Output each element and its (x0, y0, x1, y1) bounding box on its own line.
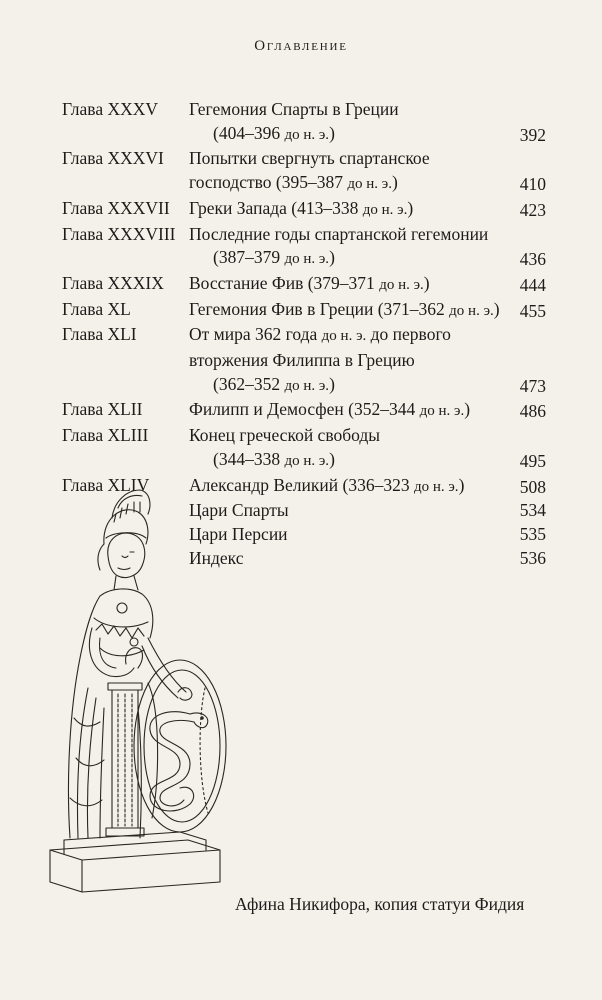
toc-page-number: 495 (519, 450, 546, 471)
toc-title (189, 424, 511, 473)
toc-entry (62, 272, 546, 298)
toc-title (189, 197, 511, 223)
toc-page-number: 534 (519, 500, 546, 521)
toc-page-number: 508 (519, 476, 546, 497)
toc-entry (62, 223, 546, 272)
toc-entry (62, 424, 546, 473)
toc-page-number: 410 (519, 174, 546, 195)
toc-entry (62, 298, 546, 324)
toc-chapter-label: Глава XL (62, 298, 131, 319)
toc-title-line: Греки Запада (413–338 до н. э.) (189, 197, 414, 218)
toc-title-line: (362–352 до н. э.) (213, 373, 335, 394)
toc-title-line: (404–396 до н. э.) (213, 122, 335, 143)
toc-title-line: Попытки свергнуть спартанское (189, 148, 430, 169)
toc-title-line: Цари Персии (189, 523, 288, 544)
toc-title-line: Восстание Фив (379–371 до н. э.) (189, 272, 430, 293)
toc-title-line: Филипп и Демосфен (352–344 до н. э.) (189, 399, 471, 420)
toc-title-line: (344–338 до н. э.) (213, 448, 335, 469)
athena-statue-illustration (30, 478, 230, 900)
toc-title (189, 523, 511, 547)
toc-chapter-label: Глава XLII (62, 399, 143, 420)
toc-page-number: 423 (519, 199, 546, 220)
toc-title-line: Цари Спарты (189, 500, 289, 521)
toc-chapter-label: Глава XXXVII (62, 197, 170, 218)
illustration-caption: Афина Никифора, копия статуи Фидия (235, 894, 525, 914)
toc-title-line: вторжения Филиппа в Грецию (189, 350, 415, 371)
toc-entry (62, 147, 546, 196)
toc-title-line: господство (395–387 до н. э.) (189, 172, 398, 193)
toc-title (189, 272, 511, 298)
toc-title-line: Гегемония Спарты в Греции (189, 99, 399, 119)
toc-page-number: 444 (519, 274, 546, 295)
toc-chapter-label: Глава XXXVI (62, 148, 164, 169)
toc-title-line: Конец греческой свободы (189, 425, 381, 446)
toc-title-line: Последние годы спартанской гегемонии (189, 223, 489, 244)
toc-chapter-label: Глава XLIII (62, 425, 149, 446)
toc-title-line: Гегемония Фив в Греции (371–362 до н. э.) (189, 298, 500, 319)
toc-title-line: (387–379 до н. э.) (213, 247, 335, 268)
toc-title-line: Индекс (189, 547, 244, 568)
toc-title (189, 98, 511, 147)
toc-page-number: 536 (519, 547, 546, 568)
toc-title (189, 499, 511, 523)
toc-title (189, 547, 511, 571)
toc-page-number: 455 (519, 300, 546, 321)
toc-page-number: 535 (519, 523, 546, 544)
toc-title-line: От мира 362 года до н. э. до первого (189, 324, 451, 345)
toc-chapter-label: Глава XXXVIII (62, 223, 176, 244)
toc-title (189, 298, 511, 324)
toc-chapter-label: Глава XXXV (62, 99, 159, 119)
toc-title (189, 223, 511, 272)
toc-entry (62, 398, 546, 424)
toc-entry (62, 98, 546, 147)
toc-entry (62, 197, 546, 223)
running-head: Оглавление (254, 38, 348, 54)
toc-title (189, 398, 511, 424)
toc-title-line: Александр Великий (336–323 до н. э.) (189, 474, 465, 495)
toc-page-number: 486 (519, 401, 546, 422)
toc-title (189, 147, 511, 196)
toc-page-number: 392 (519, 124, 546, 145)
toc-title (189, 474, 511, 500)
toc-title (189, 323, 511, 398)
toc-chapter-label: Глава XLIV (62, 474, 150, 495)
toc-entry (62, 323, 546, 398)
toc-page-number: 436 (519, 249, 546, 270)
toc-page-number: 473 (519, 375, 546, 396)
toc-chapter-label: Глава XXXIX (62, 272, 164, 293)
toc-chapter-label: Глава XLI (62, 324, 137, 345)
